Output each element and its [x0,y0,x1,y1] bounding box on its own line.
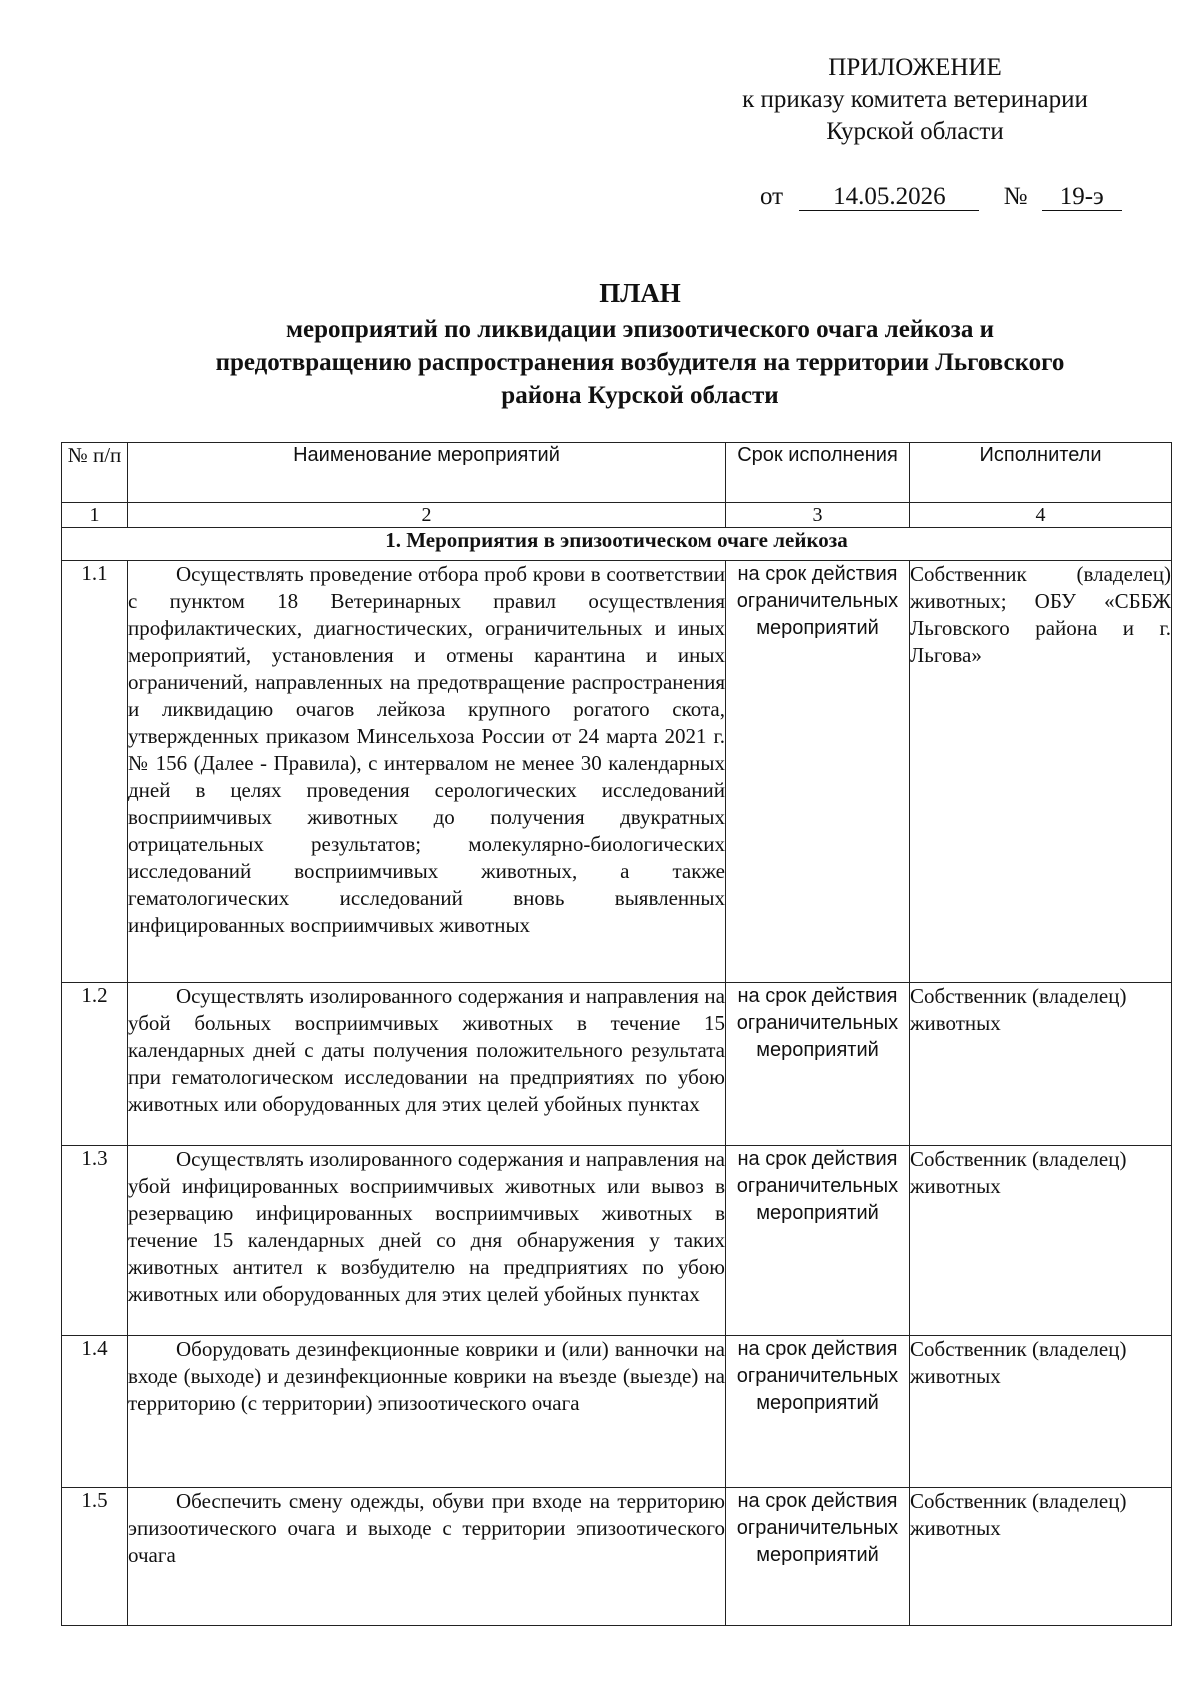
table-row [62,561,1172,983]
row-measure-text: Осуществлять изолированного содержания и направления на убой инфицированных восприимчивых животных или вывоз в резервацию инфицированных восприимчивых животных в течение 15 календарных дней со дня обнаружения у таких животных антител к возбудителю на предприятиях по убою животных или оборудованных для этих целей убойных пунктах [128,1146,726,1336]
table-header-row [62,443,1172,503]
header-number: № п/п [62,443,128,503]
header-executors: Исполнители [910,443,1172,503]
table-row [62,1336,1172,1488]
column-number: 1 [62,503,128,528]
row-executors: Собственник (владелец) животных [910,983,1172,1146]
section-title: 1. Мероприятия в эпизоотическом очаге лейкоза [62,528,1172,561]
header-term: Срок исполнения [726,443,910,503]
appendix-label: ПРИЛОЖЕНИЕ [828,54,1002,81]
row-term: на срок действия ограничительных мероприятий [726,1488,910,1626]
appendix-block [680,52,1150,148]
row-number: 1.5 [62,1488,128,1626]
document-title [60,275,1200,412]
column-number: 4 [910,503,1172,528]
row-number: 1.4 [62,1336,128,1488]
column-number-row [62,503,1172,528]
order-number-label: № [1003,183,1028,210]
order-details [760,183,1122,211]
title-heading: ПЛАН [599,278,681,308]
title-line-3: района Курской области [501,382,779,409]
row-measure-text: Обеспечить смену одежды, обуви при входе на территорию эпизоотического очага и выходе с территории эпизоотического очага [128,1488,726,1626]
row-executors: Собственник (владелец) животных [910,1146,1172,1336]
order-from-label: от [760,183,784,210]
title-line-1: мероприятий по ликвидации эпизоотического очага лейкоза и [286,316,994,343]
section-row [62,528,1172,561]
appendix-order-ref: к приказу комитета ветеринарии [742,86,1088,113]
table-row [62,983,1172,1146]
row-measure-text: Осуществлять проведение отбора проб крови в соответствии с пунктом 18 Ветеринарных правил осуществления профилактических, диагностических, ограничительных и иных мероприятий, установления и отмены карантина и иных ограничений, направленных на предотвращение распространения и ликвидацию очагов лейкоза крупного рогатого скота, утвержденных приказом Минсельхоза России от 24 марта 2021 г. № 156 (Далее - Правила), с интервалом не менее 30 календарных дней в целях проведения серологических исследований восприимчивых животных до получения двукратных отрицательных результатов; молекулярно-биологических исследований восприимчивых животных, а также гематологических исследований вновь выявленных инфицированных восприимчивых животных [128,561,726,983]
row-term: на срок действия ограничительных мероприятий [726,1146,910,1336]
title-line-2: предотвращению распространения возбудителя на территории Льговского [215,349,1065,376]
row-number: 1.2 [62,983,128,1146]
order-date: 14.05.2026 [799,184,979,211]
table-row [62,1488,1172,1626]
row-executors: Собственник (владелец) животных [910,1488,1172,1626]
order-number: 19-э [1042,184,1122,211]
header-name: Наименование мероприятий [128,443,726,503]
appendix-region: Курской области [826,118,1004,145]
row-term: на срок действия ограничительных мероприятий [726,983,910,1146]
row-term: на срок действия ограничительных мероприятий [726,1336,910,1488]
column-number: 2 [128,503,726,528]
plan-table [61,442,1172,1626]
row-measure-text: Осуществлять изолированного содержания и направления на убой больных восприимчивых животных в течение 15 календарных дней с даты получения положительного результата при гематологическом исследовании на предприятиях по убою животных или оборудованных для этих целей убойных пунктах [128,983,726,1146]
table-row [62,1146,1172,1336]
column-number: 3 [726,503,910,528]
row-number: 1.1 [62,561,128,983]
row-number: 1.3 [62,1146,128,1336]
row-term: на срок действия ограничительных мероприятий [726,561,910,983]
row-executors: Собственник (владелец) животных [910,1336,1172,1488]
row-measure-text: Оборудовать дезинфекционные коврики и (или) ванночки на входе (выходе) и дезинфекционные коврики на въезде (выезде) на территорию (с территории) эпизоотического очага [128,1336,726,1488]
row-executors: Собственник (владелец) животных; ОБУ «СББЖ Льговского района и г. Льгова» [910,561,1172,983]
